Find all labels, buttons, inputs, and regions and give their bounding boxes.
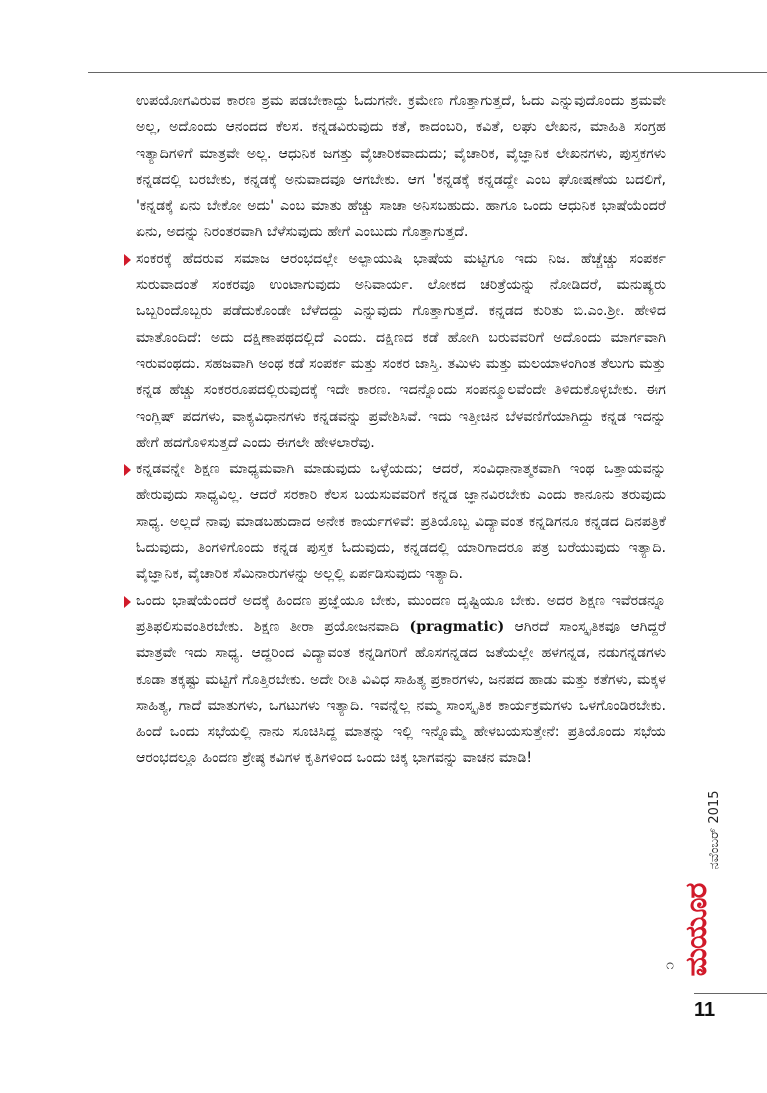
- bulleted-paragraph: ಕನ್ನಡವನ್ನೇ ಶಿಕ್ಷಣ ಮಾಧ್ಯಮವಾಗಿ ಮಾಡುವುದು ಒಳ್ಳೆಯದು; ಆದರೆ, ಸಂವಿಧಾನಾತ್ಮಕವಾಗಿ ಇಂಥ ಒತ್ತಾಯವನ್ನು ಹೇರುವುದು ಸಾಧ್ಯವಿಲ್ಲ. ಆದರೆ ಸರಕಾರಿ ಕೆಲಸ ಬಯಸುವವರಿಗೆ ಕನ್ನಡ ಜ್ಞಾನವಿರಬೇಕು ಎಂದು ಕಾನೂನು ತರುವುದು ಸಾಧ್ಯ. ಅಲ್ಲದೆ ನಾವು ಮಾಡಬಹುದಾದ ಅನೇಕ ಕಾರ್ಯಗಳಿವೆ: ಪ್ರತಿಯೊಬ್ಬ ವಿದ್ಯಾವಂತ ಕನ್ನಡಿಗನೂ ಕನ್ನಡದ ದಿನಪತ್ರಿಕೆ ಓದುವುದು, ತಿಂಗಳಿಗೊಂದು ಕನ್ನಡ ಪುಸ್ತಕ ಓದುವುದು, ಕನ್ನಡದಲ್ಲಿ ಯಾರಿಗಾದರೂ ಪತ್ರ ಬರೆಯುವುದು ಇತ್ಯಾದಿ. ವೈಜ್ಞಾನಿಕ, ವೈಚಾರಿಕ ಸೆಮಿನಾರುಗಳನ್ನು ಅಲ್ಲಲ್ಲಿ ಏರ್ಪಡಿಸುವುದು ಇತ್ಯಾದಿ.: [136, 456, 666, 587]
- bulleted-paragraph: [136, 588, 666, 772]
- circle-mark: ೧: [666, 957, 674, 973]
- sidebar: [679, 790, 722, 990]
- page-number: 11: [694, 999, 716, 1021]
- bulleted-paragraph: ಸಂಕರಕ್ಕೆ ಹೆದರುವ ಸಮಾಜ ಆರಂಭದಲ್ಲೇ ಅಲ್ಪಾಯುಷಿ ಭಾಷೆಯ ಮಟ್ಟಿಗೂ ಇದು ನಿಜ. ಹೆಚ್ಚೆಚ್ಚು ಸಂಪರ್ಕ ಸುರುವಾದಂತೆ ಸಂಕರವೂ ಉಂಟಾಗುವುದು ಅನಿವಾರ್ಯ. ಲೋಕದ ಚರಿತ್ರೆಯನ್ನು ನೋಡಿದರೆ, ಮನುಷ್ಯರು ಒಬ್ಬರಿಂದೊಬ್ಬರು ಪಡೆದುಕೊಂಡೇ ಬೆಳೆದದ್ದು ಎನ್ನುವುದು ಗೊತ್ತಾಗುತ್ತದೆ. ಕನ್ನಡದ ಕುರಿತು ಬಿ.ಎಂ.ಶ್ರೀ. ಹೇಳಿದ ಮಾತೊಂದಿದೆ: ಅದು ದಕ್ಷಿಣಾಪಥದಲ್ಲಿದೆ ಎಂದು. ದಕ್ಷಿಣದ ಕಡೆ ಹೋಗಿ ಬರುವವರಿಗೆ ಅದೊಂದು ಮಾರ್ಗವಾಗಿ ಇರುವಂಥದು. ಸಹಜವಾಗಿ ಅಂಥ ಕಡೆ ಸಂಪರ್ಕ ಮತ್ತು ಸಂಕರ ಜಾಸ್ತಿ. ತಮಿಳು ಮತ್ತು ಮಲಯಾಳಂಗಿಂತ ತೆಲುಗು ಮತ್ತು ಕನ್ನಡ ಹೆಚ್ಚು ಸಂಕರರೂಪದಲ್ಲಿರುವುದಕ್ಕೆ ಇದೇ ಕಾರಣ. ಇದನ್ನೊಂದು ಸಂಪನ್ಮೂಲವೆಂದೇ ತಿಳಿದುಕೊಳ್ಳಬೇಕು. ಈಗ ಇಂಗ್ಲಿಷ್ ಪದಗಳು, ವಾಕ್ಯವಿಧಾನಗಳು ಕನ್ನಡವನ್ನು ಪ್ರವೇಶಿಸಿವೆ. ಇದು ಇತ್ತೀಚಿನ ಬೆಳವಣಿಗೆಯಾಗಿದ್ದು ಕನ್ನಡ ಇದನ್ನು ಹೇಗೆ ಹದಗೊಳಿಸುತ್ತದೆ ಎಂದು ಈಗಲೇ ಹೇಳಲಾರೆವು.: [136, 246, 666, 456]
- article-body: [136, 88, 666, 772]
- english-term: (pragmatic): [409, 618, 505, 635]
- issue-date: ನವೆಂಬರ್ 2015: [707, 790, 722, 870]
- paragraph-text: ಆಗಿರದೆ ಸಾಂಸ್ಕೃತಿಕವೂ ಆಗಿದ್ದರೆ ಮಾತ್ರವೇ ಇದು ಸಾಧ್ಯ. ಆದ್ದರಿಂದ ವಿದ್ಯಾವಂತ ಕನ್ನಡಿಗರಿಗೆ ಹೊಸಗನ್ನಡದ ಜತೆಯಲ್ಲೇ ಹಳಗನ್ನಡ, ನಡುಗನ್ನಡಗಳು ಕೂಡಾ ತಕ್ಕಷ್ಟು ಮಟ್ಟಿಗೆ ಗೊತ್ತಿರಬೇಕು. ಅದೇ ರೀತಿ ವಿವಿಧ ಸಾಹಿತ್ಯ ಪ್ರಕಾರಗಳು, ಜನಪದ ಹಾಡು ಮತ್ತು ಕತೆಗಳು, ಮಕ್ಕಳ ಸಾಹಿತ್ಯ, ಗಾದೆ ಮಾತುಗಳು, ಒಗಟುಗಳು ಇತ್ಯಾದಿ. ಇವನ್ನೆಲ್ಲ ನಮ್ಮ ಸಾಂಸ್ಕೃತಿಕ ಕಾರ್ಯಕ್ರಮಗಳು ಒಳಗೊಂಡಿರಬೇಕು. ಹಿಂದೆ ಒಂದು ಸಭೆಯಲ್ಲಿ ನಾನು ಸೂಚಿಸಿದ್ದ ಮಾತನ್ನು ಇಲ್ಲಿ ಇನ್ನೊಮ್ಮೆ ಹೇಳಬಯಸುತ್ತೇನೆ: ಪ್ರತಿಯೊಂದು ಸಭೆಯ ಆರಂಭದಲ್ಲೂ ಹಿಂದಣ ಶ್ರೇಷ್ಠ ಕವಿಗಳ ಕೃತಿಗಳಿಂದ ಒಂದು ಚಿಕ್ಕ ಭಾಗವನ್ನು ವಾಚನ ಮಾಡಿ!: [136, 618, 666, 767]
- footer-rule: [694, 993, 767, 994]
- paragraph: ಉಪಯೋಗವಿರುವ ಕಾರಣ ಶ್ರಮ ಪಡಬೇಕಾದ್ದು ಓದುಗನೇ. ಕ್ರಮೇಣ ಗೊತ್ತಾಗುತ್ತದೆ, ಓದು ಎನ್ನುವುದೊಂದು ಶ್ರಮವೇ ಅಲ್ಲ, ಅದೊಂದು ಆನಂದದ ಕೆಲಸ. ಕನ್ನಡವಿರುವುದು ಕತೆ, ಕಾದಂಬರಿ, ಕವಿತೆ, ಲಘು ಲೇಖನ, ಮಾಹಿತಿ ಸಂಗ್ರಹ ಇತ್ಯಾದಿಗಳಿಗೆ ಮಾತ್ರವೇ ಅಲ್ಲ. ಆಧುನಿಕ ಜಗತ್ತು ವೈಚಾರಿಕವಾದುದು; ವೈಚಾರಿಕ, ವೈಜ್ಞಾನಿಕ ಲೇಖನಗಳು, ಪುಸ್ತಕಗಳು ಕನ್ನಡದಲ್ಲಿ ಬರಬೇಕು, ಕನ್ನಡಕ್ಕೆ ಅನುವಾದವೂ ಆಗಬೇಕು. ಆಗ 'ಕನ್ನಡಕ್ಕೆ ಕನ್ನಡದ್ದೇ ಎಂಬ ಘೋಷಣೆಯ ಬದಲಿಗೆ, 'ಕನ್ನಡಕ್ಕೆ ಏನು ಬೇಕೋ ಅದು' ಎಂಬ ಮಾತು ಹೆಚ್ಚು ಸಾಚಾ ಅನಿಸಬಹುದು. ಹಾಗೂ ಒಂದು ಆಧುನಿಕ ಭಾಷೆಯೆಂದರೆ ಏನು, ಅದನ್ನು ನಿರಂತರವಾಗಿ ಬೆಳೆಸುವುದು ಹೇಗೆ ಎಂಬುದು ಗೊತ್ತಾಗುತ್ತದೆ.: [136, 93, 666, 241]
- header-rule: [88, 72, 767, 73]
- paragraph-text: ಒಂದು ಭಾಷೆಯೆಂದರೆ ಅದಕ್ಕೆ ಹಿಂದಣ ಪ್ರಜ್ಞೆಯೂ ಬೇಕು, ಮುಂದಣ ದೃಷ್ಟಿಯೂ ಬೇಕು. ಅದರ ಶಿಕ್ಷಣ ಇವೆರಡನ್ನೂ ಪ್ರತಿಫಲಿಸುವಂತಿರಬೇಕು. ಶಿಕ್ಷಣ ತೀರಾ ಪ್ರಯೋಜನವಾದಿ: [136, 592, 666, 635]
- masthead-logo: ಮಯೂರ: [679, 883, 714, 977]
